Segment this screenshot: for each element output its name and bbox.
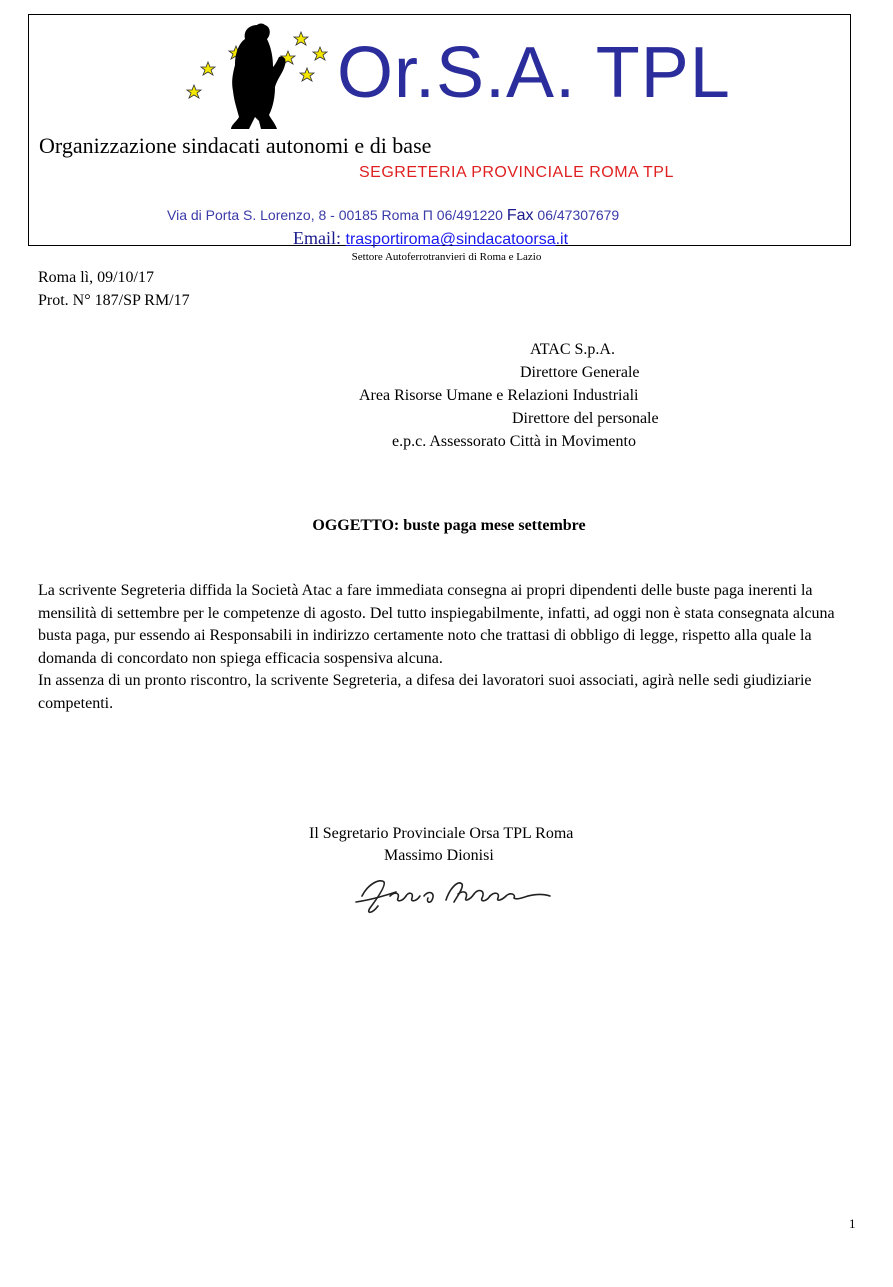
signatory-title: Il Segretario Provinciale Orsa TPL Roma xyxy=(309,825,574,842)
recipient-line: e.p.c. Assessorato Città in Movimento xyxy=(392,433,636,450)
body-paragraph: La scrivente Segreteria diffida la Società Atac a fare immediata consegna ai propri dipendenti delle buste paga inerenti la mensilità di settembre per le competenze di agosto. Del tutto inspiegabilmente, infatti, ad oggi non è stata consegnata alcuna busta paga, pur essendo ai Responsabili in indirizzo certamente noto che trattasi di obbligo di legge, rispetto alla quale la domanda di concordato non spiega efficacia sospensiva alcuna. xyxy=(38,582,835,667)
letter-date: Roma lì, 09/10/17 xyxy=(38,269,154,286)
recipient-line: ATAC S.p.A. xyxy=(530,341,615,358)
page-number: 1 xyxy=(849,1216,856,1231)
recipient-block xyxy=(359,338,859,453)
organization-name: Organizzazione sindacati autonomi e di base xyxy=(39,133,432,158)
star-icon xyxy=(187,85,201,98)
logo-wordmark: Or.S.A. TPL xyxy=(337,33,731,113)
email-line xyxy=(293,227,568,251)
letter-subject: OGGETTO: buste paga mese settembre xyxy=(312,517,586,534)
email-label: Email: xyxy=(293,228,341,248)
sector-caption: Settore Autoferrotranvieri di Roma e Lazio xyxy=(351,251,542,263)
star-icon xyxy=(294,32,308,45)
secretariat-title: SEGRETERIA PROVINCIALE ROMA TPL xyxy=(359,164,674,181)
email-suffix: .it xyxy=(555,231,569,248)
recipient-line: Area Risorse Umane e Relazioni Industriali xyxy=(359,387,639,404)
recipient-line: Direttore Generale xyxy=(520,364,640,381)
body-paragraph: In assenza di un pronto riscontro, la scrivente Segreteria, a difesa dei lavoratori suoi associati, agirà nelle sedi giudiziarie competenti. xyxy=(38,672,812,712)
star-icon xyxy=(300,68,314,81)
star-icon xyxy=(313,47,327,60)
handwritten-signature-icon xyxy=(350,866,560,922)
recipient-line: Direttore del personale xyxy=(512,410,659,427)
email-link[interactable]: trasportiroma@sindacatoorsa xyxy=(345,231,556,248)
star-icon xyxy=(201,62,215,75)
signatory-name: Massimo Dionisi xyxy=(384,847,494,864)
contact-address xyxy=(167,206,619,225)
letter-body xyxy=(38,580,860,715)
fax-number: 06/47307679 xyxy=(537,207,620,223)
protocol-number: Prot. N° 187/SP RM/17 xyxy=(38,292,190,309)
fax-label: Fax xyxy=(506,207,534,224)
bear-logo-icon xyxy=(179,21,339,133)
address-text: Via di Porta S. Lorenzo, 8 - 00185 Roma Π 06/491220 xyxy=(167,207,503,223)
letterhead xyxy=(28,14,851,246)
